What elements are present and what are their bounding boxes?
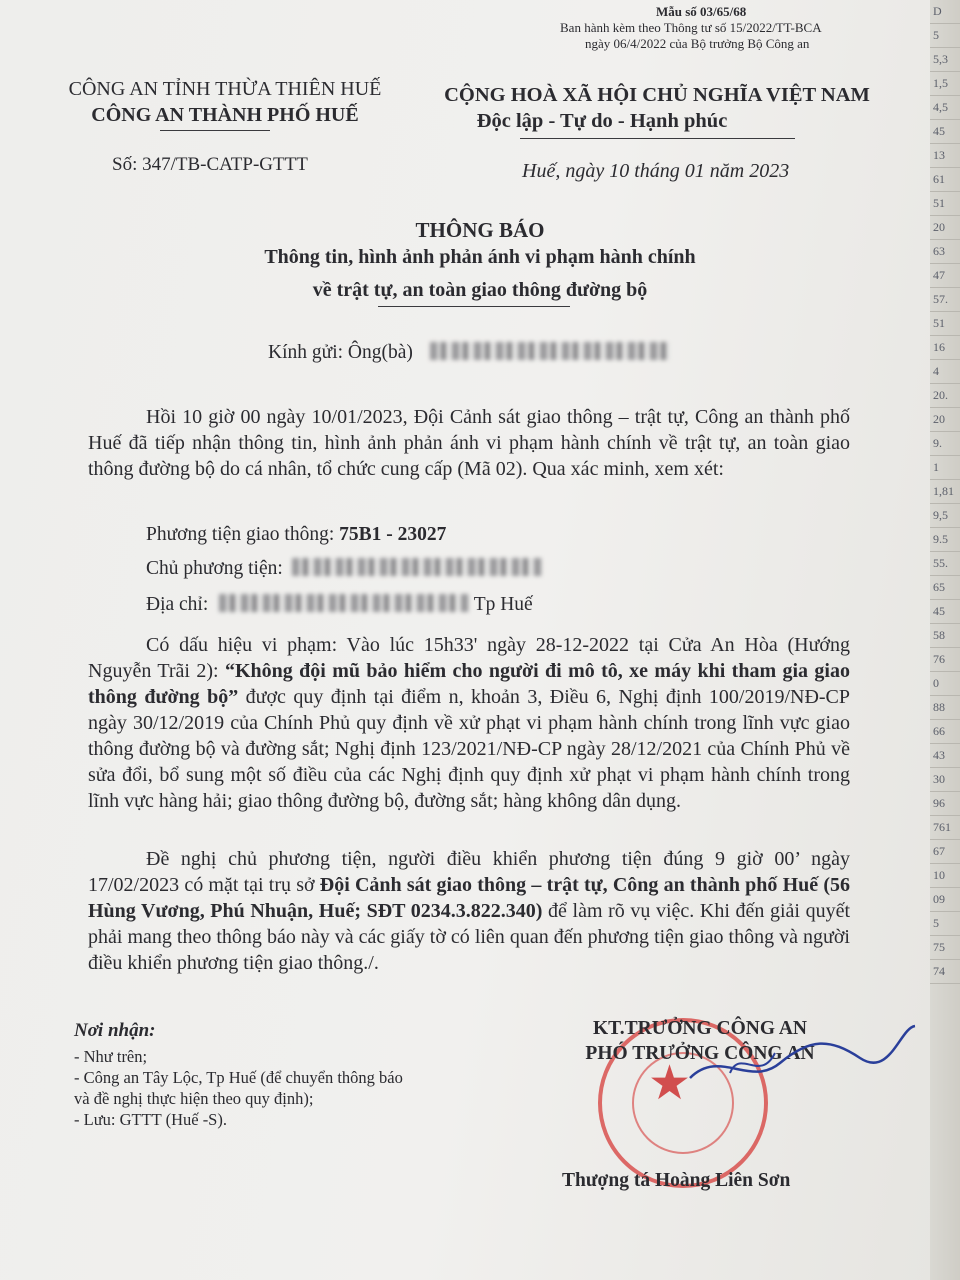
vehicle-plate: 75B1 - 23027 (339, 524, 447, 545)
intro-paragraph: Hồi 10 giờ 00 ngày 10/01/2023, Đội Cảnh sát giao thông – trật tự, Công an thành phố Huế đã tiếp nhận thông tin, hình ảnh phản ánh vi phạm hành chính về trật tự, an toàn giao thông đường bộ do cá nhân, tổ chức cung cấp (Mã 02). Qua xác minh, xem xét: (88, 406, 850, 480)
nation-motto: Độc lập - Tự do - Hạnh phúc (476, 110, 728, 132)
side-sheet-number: 96 (930, 792, 960, 816)
stamp-star-icon: ★ (648, 1057, 692, 1110)
owner-label: Chủ phương tiện: (146, 558, 283, 579)
side-sheet-number: 13 (930, 144, 960, 168)
agency-underline (160, 130, 270, 131)
form-issued-date: ngày 06/4/2022 của Bộ trưởng Bộ Công an (585, 36, 810, 51)
signature-title-1: KT.TRƯỞNG CÔNG AN (593, 1018, 807, 1039)
nation-title: CỘNG HOÀ XÃ HỘI CHỦ NGHĨA VIỆT NAM (444, 84, 870, 106)
recipients-label: Nơi nhận: (74, 1020, 156, 1041)
form-number: Mẫu số 03/65/68 (656, 4, 747, 19)
side-sheet-number: 43 (930, 744, 960, 768)
address-city: Tp Huế (473, 594, 533, 615)
recipient-item: - Lưu: GTTT (Huế -S). (74, 1110, 227, 1129)
motto-underline (520, 138, 795, 139)
side-sheet-number: 20 (930, 216, 960, 240)
side-sheet-number: 76 (930, 648, 960, 672)
side-sheet-number: 1,81 (930, 480, 960, 504)
side-sheet-number: 57. (930, 288, 960, 312)
side-sheet-number: 4 (930, 360, 960, 384)
redacted-recipient-name (430, 342, 670, 360)
side-sheet-number: 74 (930, 960, 960, 984)
side-sheet-number: 09 (930, 888, 960, 912)
agency-name: CÔNG AN THÀNH PHỐ HUẾ (91, 104, 359, 126)
doc-subtitle-2: về trật tự, an toàn giao thông đường bộ (312, 279, 648, 301)
violation-intro: Có dấu hiệu vi phạm: Vào lúc 15h33' ngày 28-12-2022 tại Cửa An Hòa (Hướng Nguyễn Trãi 2): (88, 634, 850, 682)
address-line (146, 594, 533, 616)
recipient-line (268, 342, 670, 364)
side-sheet-number: 88 (930, 696, 960, 720)
recipient-item: - Công an Tây Lộc, Tp Huế (để chuyển thông báo (74, 1068, 403, 1087)
side-sheet-number: 55. (930, 552, 960, 576)
side-sheet-number: 10 (930, 864, 960, 888)
title-underline (378, 306, 570, 307)
signature-title-2: PHÓ TRƯỞNG CÔNG AN (585, 1043, 815, 1064)
side-sheet-number: 63 (930, 240, 960, 264)
side-sheet-number: 5,3 (930, 48, 960, 72)
side-sheet-number: 5 (930, 912, 960, 936)
side-sheet-number: 1 (930, 456, 960, 480)
recipients-list (74, 1046, 403, 1130)
form-issued-with: Ban hành kèm theo Thông tư số 15/2022/TT-BCA (560, 20, 822, 35)
address-label: Địa chỉ: (146, 594, 209, 615)
side-sheet-number: 5 (930, 24, 960, 48)
recipient-item: và đề nghị thực hiện theo quy định); (74, 1089, 314, 1108)
violation-text: “Không đội mũ bảo hiểm cho người đi mô tô, xe máy khi tham gia giao thông đường bộ” (88, 660, 850, 708)
side-sheet-number: 9.5 (930, 528, 960, 552)
side-sheet-number: 4,5 (930, 96, 960, 120)
side-sheet-number: 51 (930, 312, 960, 336)
side-sheet-number: 0 (930, 672, 960, 696)
side-sheet-number: 58 (930, 624, 960, 648)
side-sheet-number: 75 (930, 936, 960, 960)
vehicle-label: Phương tiện giao thông: (146, 524, 335, 545)
request-rest: để làm rõ vụ việc. Khi đến giải quyết phải mang theo thông báo này và các giấy tờ có liên quan đến phương tiện giao thông và người điều khiển phương tiện giao thông./. (88, 900, 851, 974)
request-place: Đội Cảnh sát giao thông – trật tự, Công an thành phố Huế (56 Hùng Vương, Phú Nhuận, Huế; SĐT 0234.3.822.340) (88, 874, 851, 922)
vehicle-line (146, 524, 446, 546)
side-sheet-number: 51 (930, 192, 960, 216)
side-sheet-number: 65 (930, 576, 960, 600)
side-sheet-number: 30 (930, 768, 960, 792)
redacted-address (219, 594, 469, 612)
document-number: Số: 347/TB-CATP-GTTT (112, 154, 308, 175)
violation-paragraph (88, 632, 850, 814)
agency-parent: CÔNG AN TỈNH THỪA THIÊN HUẾ (68, 78, 382, 100)
violation-rest: được quy định tại điểm n, khoản 3, Điều 6, Nghị định 100/2019/NĐ-CP ngày 30/12/2019 của Chính Phủ quy định về xử phạt vi phạm hành chính trong lĩnh vực giao thông đường bộ và đường sắt; Nghị định 123/2021/NĐ-CP ngày 28/12/2021 của Chính Phủ về sửa đổi, bổ sung một số điều của các Nghị định quy định xử phạt vi phạm hành chính trong lĩnh vực hàng hải; giao thông đường bộ, đường sắt; hàng không dân dụng. (88, 686, 851, 812)
document-date: Huế, ngày 10 tháng 01 năm 2023 (522, 160, 790, 182)
side-sheet-number: 61 (930, 168, 960, 192)
redacted-owner-name (292, 558, 542, 576)
side-sheet-number: 47 (930, 264, 960, 288)
side-sheet-number: 20 (930, 408, 960, 432)
recipient-label: Kính gửi: Ông(bà) (268, 342, 413, 363)
recipient-item: - Như trên; (74, 1047, 148, 1066)
side-sheet-number: 1,5 (930, 72, 960, 96)
side-sheet-number: 66 (930, 720, 960, 744)
side-sheet-number: 9. (930, 432, 960, 456)
side-sheet-number: 16 (930, 336, 960, 360)
request-paragraph (88, 846, 850, 976)
side-sheet-number: 45 (930, 600, 960, 624)
background-sheet (930, 0, 960, 1280)
side-sheet-number: 9,5 (930, 504, 960, 528)
handwritten-signature (660, 1018, 920, 1098)
owner-line (146, 558, 542, 580)
doc-subtitle-1: Thông tin, hình ảnh phản ánh vi phạm hành chính (264, 246, 696, 268)
side-sheet-number: 67 (930, 840, 960, 864)
signer-name: Thượng tá Hoàng Liên Sơn (562, 1170, 791, 1191)
side-sheet-number: D (930, 0, 960, 24)
side-sheet-number: 761 (930, 816, 960, 840)
request-intro: Đề nghị chủ phương tiện, người điều khiển phương tiện đúng 9 giờ 00’ ngày 17/02/2023 có mặt tại trụ sở (88, 848, 850, 896)
doc-title: THÔNG BÁO (415, 218, 545, 242)
side-sheet-number: 45 (930, 120, 960, 144)
side-sheet-number: 20. (930, 384, 960, 408)
